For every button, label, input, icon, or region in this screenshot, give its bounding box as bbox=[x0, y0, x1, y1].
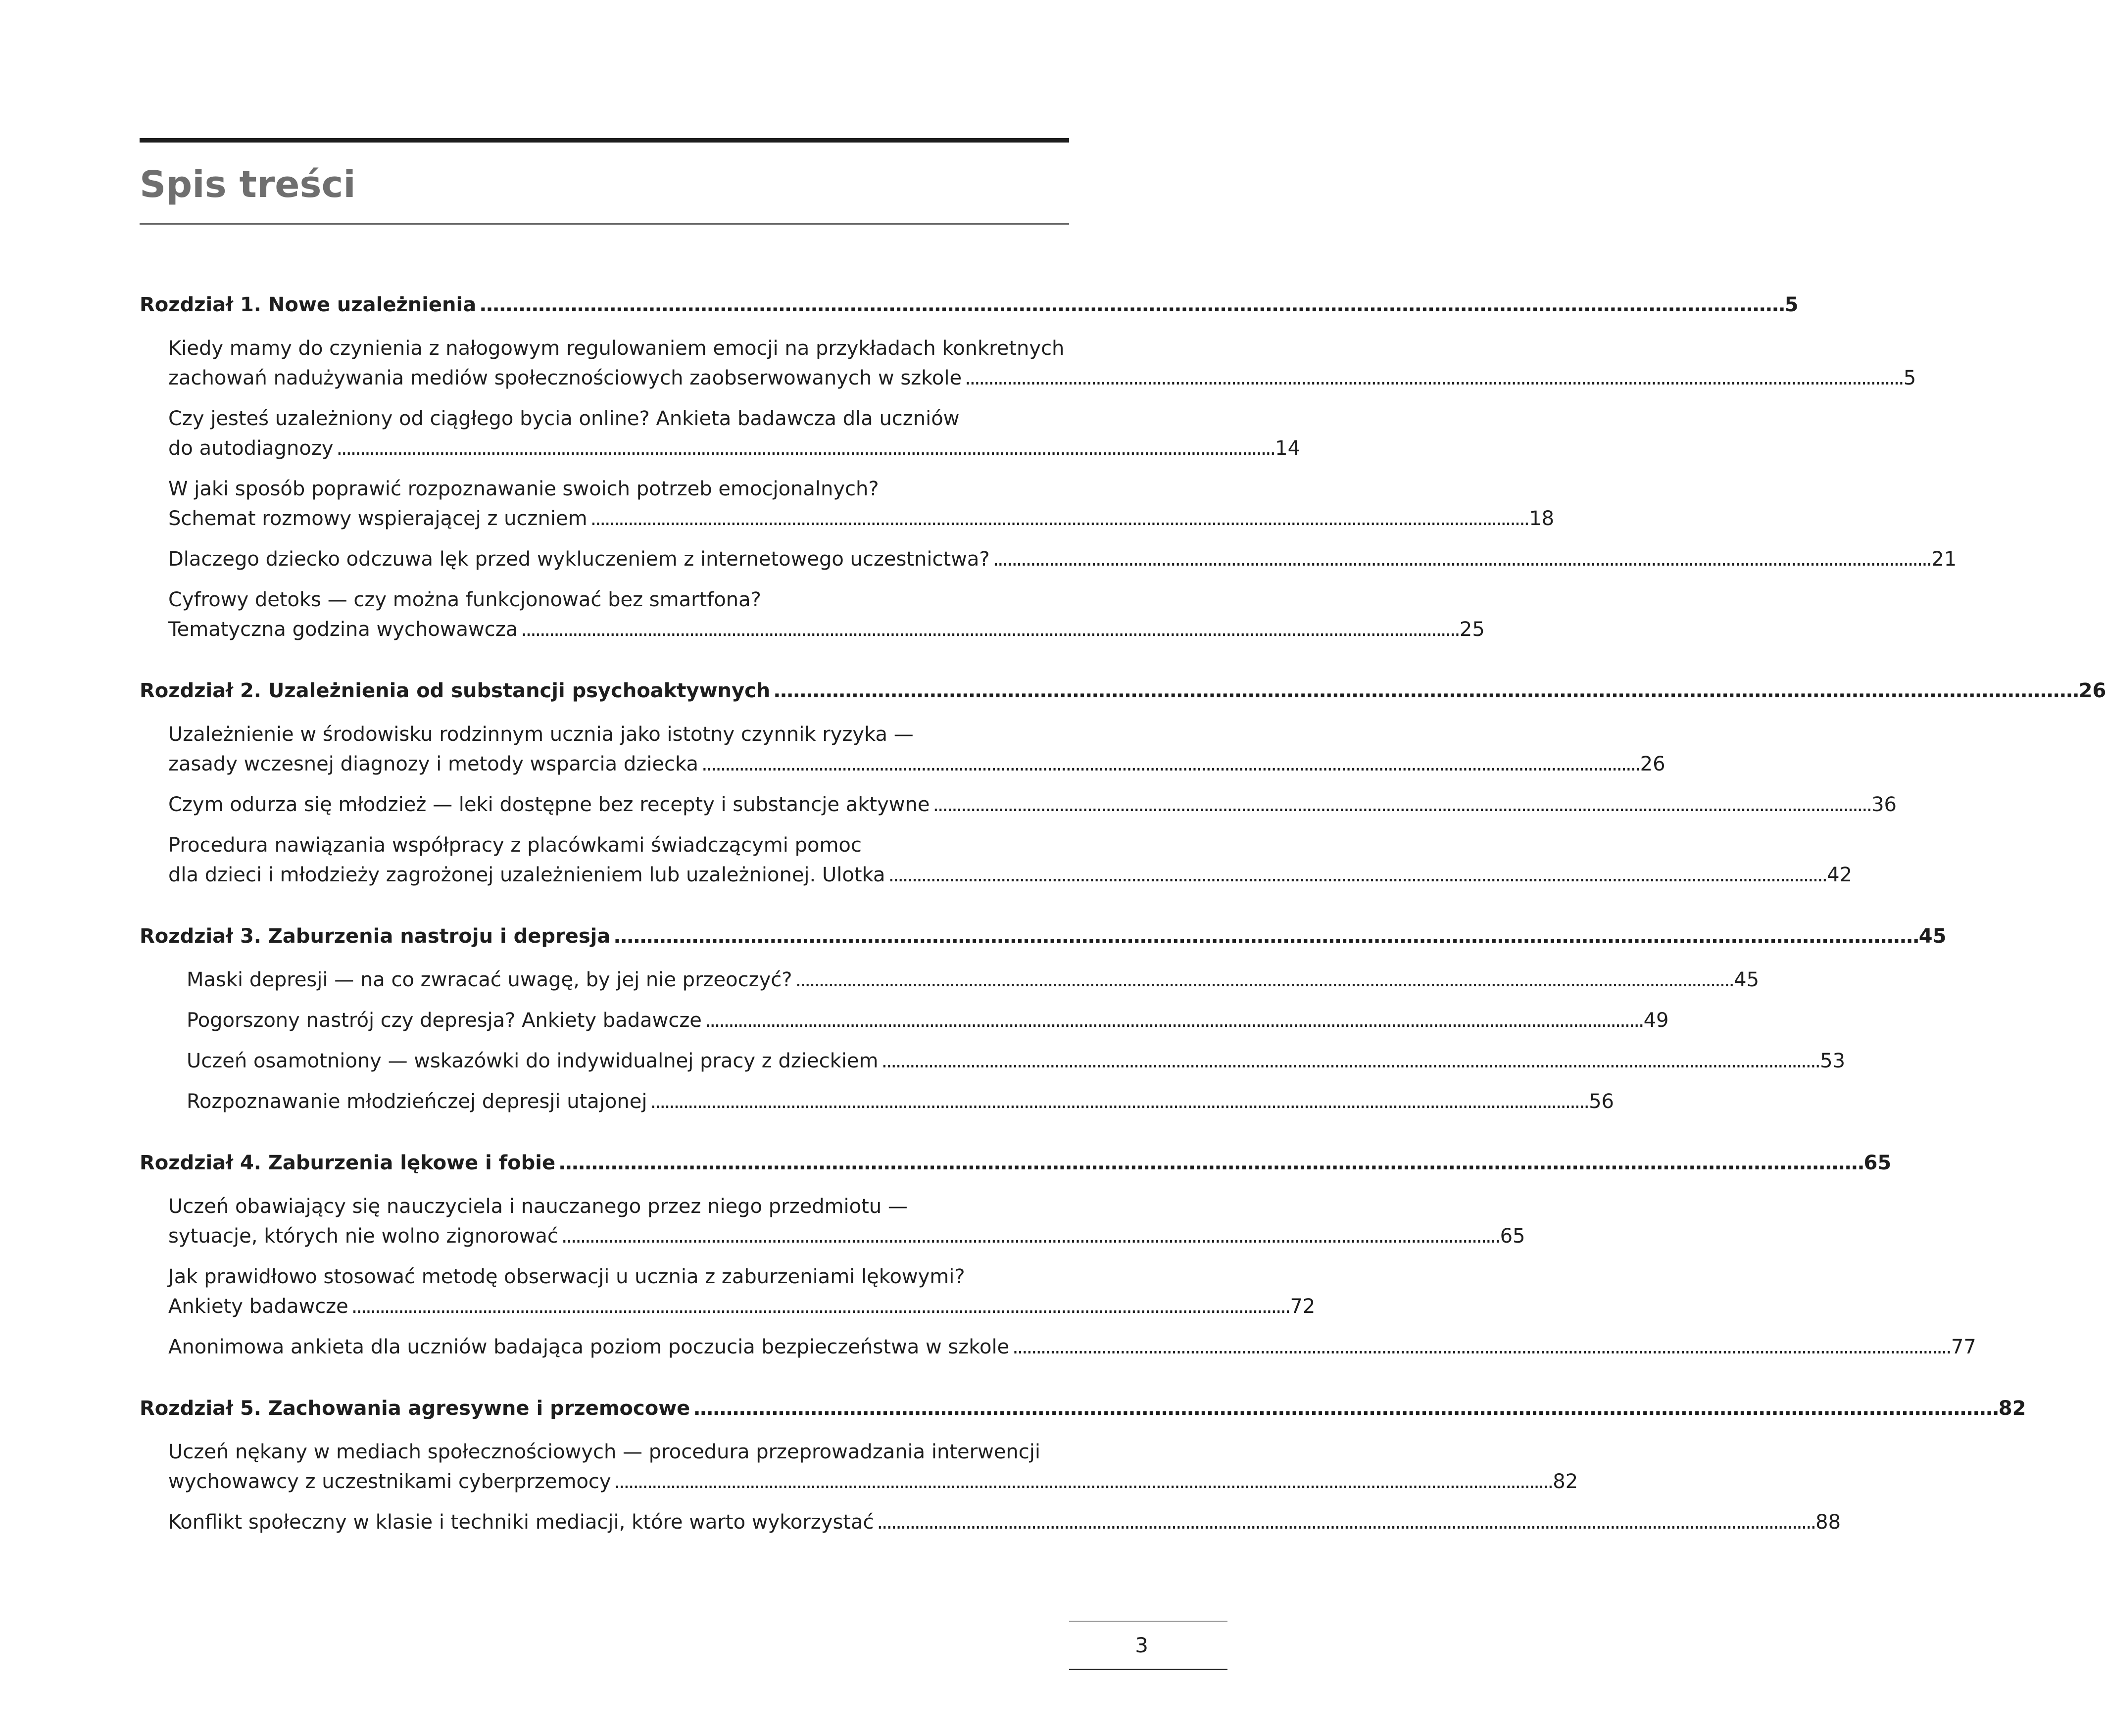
entry-page-number: 53 bbox=[1820, 1050, 1846, 1072]
dot-leader bbox=[588, 504, 1529, 533]
entry-title-line: Schemat rozmowy wspierającej z uczniem bbox=[168, 507, 588, 530]
entry-title-line: Rozpoznawanie młodzieńczej depresji utajonej bbox=[187, 1090, 647, 1113]
entry-title-line: Tematyczna godzina wychowawcza bbox=[168, 618, 518, 641]
dot-leader bbox=[1009, 1332, 1951, 1362]
toc-entry[interactable] bbox=[168, 1332, 1976, 1362]
chapter-title: Rozdział 2. Uzależnienia od substancji psychoaktywnych bbox=[140, 679, 771, 702]
toc-entry[interactable] bbox=[168, 1437, 1578, 1496]
toc-entry[interactable] bbox=[168, 720, 1665, 779]
dot-leader bbox=[555, 1148, 1863, 1178]
toc-entry[interactable] bbox=[168, 830, 1853, 890]
dot-leader bbox=[610, 921, 1918, 951]
entry-title-line: Maski depresji — na co zwracać uwagę, by jej nie przeoczyć? bbox=[187, 968, 792, 991]
entry-page-number: 18 bbox=[1529, 507, 1555, 530]
entry-page-number: 26 bbox=[1640, 753, 1665, 775]
entry-title-line: Anonimowa ankieta dla uczniów badająca poziom poczucia bezpieczeństwa w szkole bbox=[168, 1336, 1010, 1358]
entry-title-line: Konflikt społeczny w klasie i techniki mediacji, które warto wykorzystać bbox=[168, 1511, 874, 1534]
title-rule bbox=[140, 223, 1069, 225]
entry-title-line: Kiedy mamy do czynienia z nałogowym regulowaniem emocji na przykładach konkretnych bbox=[168, 337, 1065, 360]
dot-leader bbox=[690, 1394, 1998, 1423]
entry-page-number: 49 bbox=[1643, 1009, 1669, 1032]
chapter-page-number: 65 bbox=[1863, 1152, 1892, 1174]
dot-leader bbox=[770, 676, 2078, 706]
entry-title-line: Jak prawidłowo stosować metodę obserwacji u ucznia z zaburzeniami lękowymi? bbox=[168, 1265, 965, 1288]
toc-entry[interactable] bbox=[187, 965, 1760, 995]
entry-title-line: Dlaczego dziecko odczuwa lęk przed wykluczeniem z internetowego uczestnictwa? bbox=[168, 548, 990, 571]
toc-entry[interactable] bbox=[168, 1192, 1525, 1251]
toc-entry[interactable] bbox=[168, 404, 1301, 463]
chapter-heading[interactable] bbox=[140, 290, 1799, 320]
dot-leader bbox=[348, 1292, 1290, 1321]
toc-entry[interactable] bbox=[168, 334, 1916, 393]
entry-page-number: 36 bbox=[1871, 793, 1897, 816]
chapter-3 bbox=[140, 921, 1947, 1116]
page-title: Spis treści bbox=[140, 163, 356, 206]
entry-title-line: Cyfrowy detoks — czy można funkcjonować bez smartfona? bbox=[168, 588, 761, 611]
entry-title-line: Ankiety badawcze bbox=[168, 1295, 348, 1318]
dot-leader bbox=[878, 1046, 1820, 1076]
dot-leader bbox=[792, 965, 1734, 995]
dot-leader bbox=[930, 790, 1871, 820]
dot-leader bbox=[885, 860, 1827, 890]
top-rule bbox=[140, 138, 1069, 143]
entry-page-number: 65 bbox=[1500, 1225, 1525, 1248]
entry-page-number: 72 bbox=[1290, 1295, 1316, 1318]
dot-leader bbox=[334, 434, 1275, 463]
dot-leader bbox=[962, 363, 1904, 393]
entry-title-line: zachowań nadużywania mediów społecznościowych zaobserwowanych w szkole bbox=[168, 367, 962, 389]
dot-leader bbox=[698, 749, 1640, 779]
dot-leader bbox=[874, 1507, 1816, 1537]
chapter-5 bbox=[140, 1394, 2026, 1537]
entry-page-number: 14 bbox=[1275, 437, 1301, 460]
toc-entry[interactable] bbox=[168, 1507, 1841, 1537]
entry-page-number: 56 bbox=[1589, 1090, 1615, 1113]
entry-title-line: sytuacje, których nie wolno zignorować bbox=[168, 1225, 558, 1248]
chapter-page-number: 5 bbox=[1784, 293, 1799, 316]
footer-rule-top bbox=[1069, 1621, 1227, 1622]
toc-entry[interactable] bbox=[187, 1046, 1846, 1076]
chapter-page-number: 82 bbox=[1998, 1397, 2026, 1420]
entry-title-line: Uczeń obawiający się nauczyciela i nauczanego przez niego przedmiotu — bbox=[168, 1195, 908, 1218]
entry-title-line: Czy jesteś uzależniony od ciągłego bycia online? Ankieta badawcza dla uczniów bbox=[168, 407, 960, 430]
entry-page-number: 88 bbox=[1815, 1511, 1841, 1534]
page-number: 3 bbox=[1135, 1633, 1148, 1657]
entry-page-number: 42 bbox=[1827, 864, 1853, 886]
entry-title-line: Pogorszony nastrój czy depresja? Ankiety badawcze bbox=[187, 1009, 702, 1032]
entry-page-number: 82 bbox=[1553, 1470, 1578, 1493]
chapter-page-number: 45 bbox=[1918, 925, 1947, 948]
dot-leader bbox=[990, 544, 1932, 574]
chapter-4 bbox=[140, 1148, 1976, 1362]
entry-title-line: zasady wczesnej diagnozy i metody wsparcia dziecka bbox=[168, 753, 698, 775]
dot-leader bbox=[518, 615, 1460, 644]
toc-entry[interactable] bbox=[168, 585, 1485, 644]
chapter-2 bbox=[140, 676, 2106, 890]
dot-leader bbox=[702, 1006, 1644, 1035]
toc-entry[interactable] bbox=[168, 790, 1897, 820]
dot-leader bbox=[647, 1087, 1589, 1116]
entry-page-number: 21 bbox=[1931, 548, 1957, 571]
entry-title-line: Uzależnienie w środowisku rodzinnym ucznia jako istotny czynnik ryzyka — bbox=[168, 723, 914, 746]
chapter-title: Rozdział 4. Zaburzenia lękowe i fobie bbox=[140, 1152, 556, 1174]
toc-entry[interactable] bbox=[187, 1087, 1615, 1116]
dot-leader bbox=[611, 1467, 1553, 1496]
entry-title-line: wychowawcy z uczestnikami cyberprzemocy bbox=[168, 1470, 611, 1493]
chapter-title: Rozdział 3. Zaburzenia nastroju i depresja bbox=[140, 925, 611, 948]
toc-entry[interactable] bbox=[168, 474, 1555, 533]
entry-page-number: 77 bbox=[1951, 1336, 1976, 1358]
toc-entry[interactable] bbox=[168, 1262, 1316, 1321]
entry-page-number: 5 bbox=[1903, 367, 1916, 389]
footer-rule-bottom bbox=[1069, 1669, 1227, 1670]
entry-page-number: 25 bbox=[1459, 618, 1485, 641]
chapter-heading[interactable] bbox=[140, 921, 1947, 951]
entry-title-line: Uczeń nękany w mediach społecznościowych — procedura przeprowadzania interwencji bbox=[168, 1441, 1040, 1463]
chapter-page-number: 26 bbox=[2078, 679, 2106, 702]
toc-entry[interactable] bbox=[168, 544, 1957, 574]
entry-title-line: do autodiagnozy bbox=[168, 437, 334, 460]
table-of-contents bbox=[140, 290, 2106, 1569]
toc-entry[interactable] bbox=[187, 1006, 1669, 1035]
entry-title-line: Czym odurza się młodzież — leki dostępne bez recepty i substancje aktywne bbox=[168, 793, 930, 816]
entry-title-line: Uczeń osamotniony — wskazówki do indywidualnej pracy z dzieckiem bbox=[187, 1050, 879, 1072]
chapter-title: Rozdział 5. Zachowania agresywne i przemocowe bbox=[140, 1397, 690, 1420]
dot-leader bbox=[558, 1221, 1500, 1251]
chapter-title: Rozdział 1. Nowe uzależnienia bbox=[140, 293, 477, 316]
chapter-heading[interactable] bbox=[140, 676, 2106, 706]
entry-title-line: dla dzieci i młodzieży zagrożonej uzależnieniem lub uzależnionej. Ulotka bbox=[168, 864, 885, 886]
entry-title-line: Procedura nawiązania współpracy z placówkami świadczącymi pomoc bbox=[168, 834, 862, 857]
chapter-heading[interactable] bbox=[140, 1394, 2026, 1423]
entry-title-line: W jaki sposób poprawić rozpoznawanie swoich potrzeb emocjonalnych? bbox=[168, 478, 879, 500]
chapter-1 bbox=[140, 290, 1957, 644]
dot-leader bbox=[476, 290, 1784, 320]
chapter-heading[interactable] bbox=[140, 1148, 1892, 1178]
entry-page-number: 45 bbox=[1734, 968, 1760, 991]
